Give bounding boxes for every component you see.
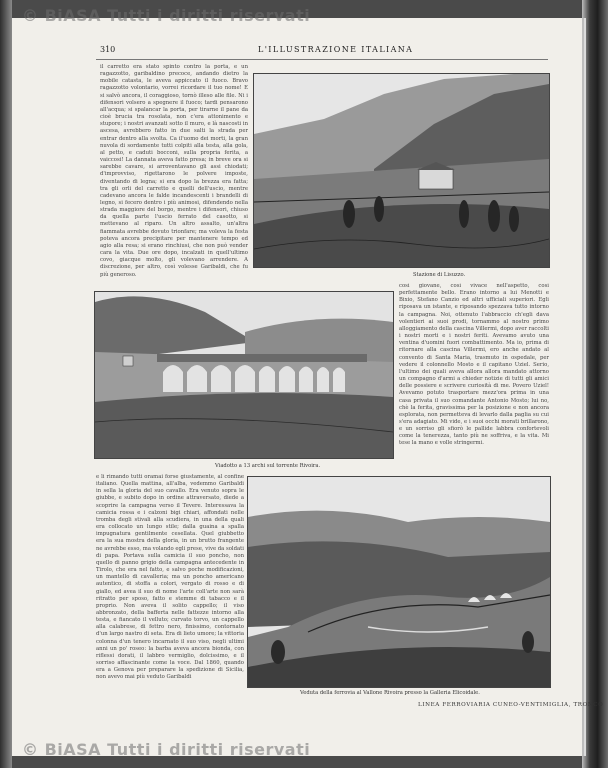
page-title: L'ILLUSTRAZIONE ITALIANA <box>258 45 414 54</box>
credit-line: LINEA FERROVIARIA CUNEO-VENTIMIGLIA, TRONCO <box>418 702 604 708</box>
header-rule <box>96 59 548 60</box>
caption-viaduct: Viadotto a 13 archi sul torrente Rivoira. <box>215 463 321 469</box>
text-column-left-top: il carretto era stato spinto contro la porta, e un ragazzotto, garibaldino precoce, andando dietro la mobile catasta, le aveva appiccato il fuoco. Bravo ragazzotto volontario, vorrei ricordare il tuo nome! E si salvò ancora, il coraggioso, tornò illeso alle file. Ni i difensori volsero a spegnere il fuoco; tardi pensarono all'acqua; si spalancar la porta, per tirarne il pane da cioè brucia tra rosolata, non c'era attonimento e stupore; i nostri avanzati sotto il muro, e là nascosti in ascesa, avrebbero fatto in due salti la strada per entrar dentro alla svolta. Ca il'uomo dei morti, la gran nuvola di sordamente tutti colpiti alla testa, alla gola, al petto, e caduti bocconi, sulla propria ferita, a vaiccosi! La dannata aveva fatto presa; in breve ora si sarebbe cavare, si arroventavano gli assi chiodati; d'improvviso, rigettarono le polvere imposte, diventando di legna; si era dopo la brezza era fatta; tra gli orli del carretto e quelli dell'uscio, mentre cadevano ancora le falde incandescenti i brandelli di legno, si fecero dentro i più animosi, difendendo nella strada maggiore del borgo, mentre i difensori, chiuso da quella parte l'uscio ferrato del casotto, si mettevano al riparo. Un altro assalto, un'altra fiammata avrebbe dovuto trionfare; ma voleva la festa poteva ancora precipitare per mantenere tempo ed agio alla resa; si erano rinchiusi, che non può vender cara la vita. Due ore dopo, incalzati in quell'ultimo covo, giacque molto, gli volevano arrendere. A discrezione, per altro, così volesse Garibaldi, che fu più generoso. <box>100 64 248 278</box>
figure-viaduct-rivoira <box>94 291 394 459</box>
caption-lisuzzo: Stazione di Lisuzzo. <box>413 272 466 278</box>
text-column-left-bottom: e li rimando tutti oramai forse giustamente, al confine italiano. Quella mattina, all'alba, vedemmo Garibaldi in sella la gloria del suo cavallo. Era venuto sopra le giubbe, e subito dopo in ordine attraversato, diede a scoprire la campagna verso il Tevere. Interessava la camicia rossa e i calzoni bigi chiari, affondati nelle tromba degli stivali alla scudiera, in una della quali era collocato un lungo stile; dalla guaina a spalla impugnatura gentilmente cesellata. Quel giubbetto era la sua mostra della gloria, in un brutto frangente ne avrebbe esso, ma volando egli prese, vive da soldati di papa. Portava sulla camicia il suo poncho, non quello di panno grigio della campagna antecedente in Tirolo, che era nel fatto, e salvo poche modificazioni, un mantello di cavalleria; ma un poncho americano autentico, di stoffa a colori, vergato di rosso e di giallo, ed avea il suo di nome l'arte coll'arte non sarà ritratto per sposo, fatto e stemme di tabacco e il proprio. Non aveva il solito cappello; il viso abbronzato, della bafferta nelle fattezze intorno alla testa, e fiancato il velluto; curvato torvo, un cappello alla calabrese, di fettro nero, finissimo, contornato d'un largo nastro di seta. Era di lieto umore; la vittoria colonna d'un tenero incarnato il suo viso, negli ultimi anni un po' roseo: la barba aveva ancora bionda, con riflessi dorati, il labbro vermiglio, dolcissimo, e il sorriso affascinante come la voce. Dal 1860, quando era a Genova per preparare la spedizione di Sicilia, non avevo mai più veduto Garibaldi <box>96 474 244 681</box>
text-column-right-mid: così giovane, così vivace nell'aspetto, così perfettamente bello. Erano intorno a lui Menotti e Bixio, Stefano Canzio ed altri ufficiali superiori. Egli riposava un istante, e riposando spezzava tutto intorno la campagna. Noi, ottenuto l'abbraccio ch'egli dava volentieri ai suoi prodi, tornammo al nostro primo alloggiamento della cascina Villermi, dopo aver raccolti i nostri morti e i nostri feriti. Avevamo avuto una ventina d'uomini fuori combattimento. Ma io, prima di ritornare alla cascina Villermi, ero anche andato al convento di Santa Maria, trasmuto in ospedale, per vedere il colonnello Mosto e il capitano Uziel. Serio, l'ultimo dei quali aveva allora allora mandato attorno un compagno d'armi a chieder notizie di tutti gli amici delle possiere e scrivere curiosità di me. Povero Uziel! Avevamo potuto trasportare mezz'ora prima in una casa privata il suo comandante Antonio Mosto; lui no, chè la ferita, gravissima per la posizione e non ancora esplorata, non permetteva di levarlo dalla paglia su cui s'era adagiato. Mi vide, e i suoi occhi morati brillarono, e un sorriso gli sfiorò le pallide labbra confortevoli come la tenerezza, tanto più ne soffriva, e la vita. Mi tese la mano e volle stringermi. <box>399 283 549 447</box>
figure-station-lisuzzo <box>253 73 550 268</box>
caption-tunnel: Veduta della ferrovia al Vallone Rivoira presso la Galleria Elicoidale. <box>300 690 480 696</box>
watermark-bottom: © BiASA Tutti i diritti riservati <box>22 740 311 759</box>
page-number: 310 <box>100 45 116 54</box>
watermark-top: © BiASA Tutti i diritti riservati <box>22 6 311 25</box>
figure-railway-tunnel <box>247 476 551 688</box>
book-binding <box>582 0 608 768</box>
scan-shadow-left <box>0 0 12 768</box>
